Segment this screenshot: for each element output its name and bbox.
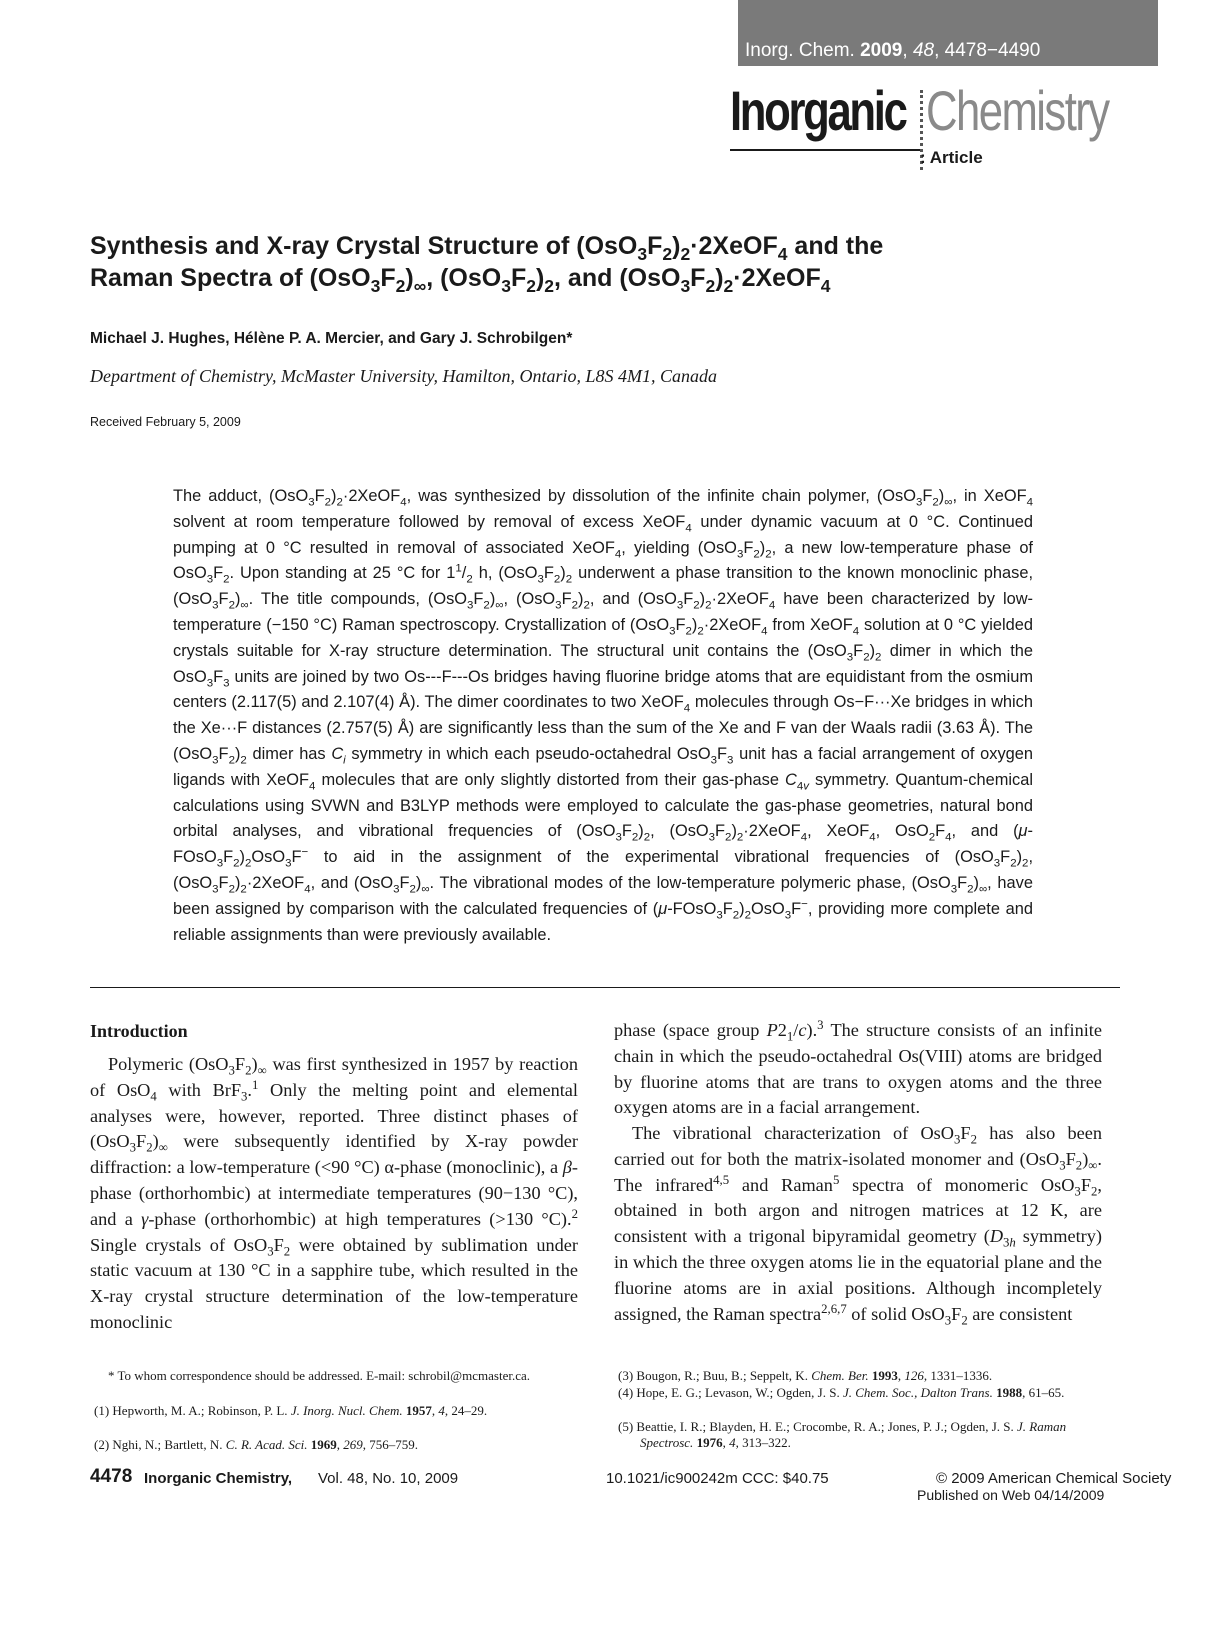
logo-underline bbox=[730, 149, 920, 151]
journal-logo bbox=[730, 78, 1130, 168]
footer-journal-name: Inorganic Chemistry, bbox=[144, 1470, 293, 1487]
author-list: Michael J. Hughes, Hélène P. A. Mercier, and Gary J. Schrobilgen* bbox=[90, 330, 573, 347]
abstract: The adduct, $(OsO_3F_2)_2\cdot 2XeOF_4$, was synthesized by dissolution of the infinite chain polymer, $(OsO_3F_2)_\infty$, in XeOF$_4$ solvent at room temperature followed by removal of excess XeOF$_4$ under dynamic vacuum at 0 °C. Continued pumping at 0 °C resulted in removal of associated XeOF$_4$, yielding $(OsO_3F_2)_2$, a new low-temperature phase of $OsO_3F_2$. Upon standing at 25 °C for $1^1/_2$ h, $(OsO_3F_2)_2$ underwent a phase transition to the known monoclinic phase, $(OsO_3F_2)_\infty$. The title compounds, $(OsO_3F_2)_\infty$, $(OsO_3F_2)_2$, and $(OsO_3F_2)_2\cdot 2XeOF_4$ have been characterized by low-temperature (−150 °C) Raman spectroscopy. Crystallization of $(OsO_3F_2)_2\cdot 2XeOF_4$ from XeOF$_4$ solution at 0 °C yielded crystals suitable for X-ray structure determination. The structural unit contains the $(OsO_3F_2)_2$ dimer in which the $OsO_3F_3$ units are joined by two Os---F---Os bridges having fluorine bridge atoms that are equidistant from the osmium centers (2.117(5) and 2.107(4) Å). The dimer coordinates to two XeOF$_4$ molecules through Os−F···Xe bridges in which the Xe···F distances (2.757(5) Å) are significantly less than the sum of the Xe and F van der Waals radii (3.63 Å). The $(OsO_3F_2)_2$ dimer has $C_i$ symmetry in which each pseudo-octahedral $OsO_3F_3$ unit has a facial arrangement of oxygen ligands with XeOF$_4$ molecules that are only slightly distorted from their gas-phase $C_{4v}$ symmetry. Quantum-chemical calculations using SVWN and B3LYP methods were employed to calculate the gas-phase geometries, natural bond orbital analyses, and vibrational frequencies of $(OsO_3F_2)_2$, $(OsO_3F_2)_2\cdot 2XeOF_4$, XeOF$_4$, $OsO_2F_4$, and $(\mu-FOsO_3F_2)_2OsO_3F^-$ to aid in the assignment of the experimental vibrational frequencies of $(OsO_3F_2)_2$, $(OsO_3F_2)_2\cdot 2XeOF_4$, and $(OsO_3F_2)_\infty$. The vibrational modes of the low-temperature polymeric phase, $(OsO_3F_2)_\infty$, have been assigned by comparison with the calculated frequencies of $(\mu-FOsO_3F_2)_2OsO_3F^-$, providing more complete and reliable assignments than were previously available. bbox=[173, 487, 1034, 944]
footnote-correspondence: * To whom correspondence should be addressed. E-mail: schrobil@mcmaster.ca. bbox=[108, 1368, 531, 1383]
affiliation: Department of Chemistry, McMaster University, Hamilton, Ontario, L8S 4M1, Canada bbox=[90, 366, 717, 386]
journal-citation: Inorg. Chem. 2009, 48, 4478−4490 bbox=[745, 40, 1041, 61]
article-title: Synthesis and X-ray Crystal Structure of $(OsO_3F_2)_2\cdot 2XeOF_4$ and the Raman Spectra of $(OsO_3F_2)_\infty$, $(OsO_3F_2)_2$, and $(OsO_3F_2)_2\cdot 2XeOF_4$ bbox=[90, 232, 884, 296]
logo-chemistry-text: Chemistry bbox=[926, 79, 1109, 142]
footnote-reference-5: (5) Beattie, I. R.; Blayden, H. E.; Crocombe, R. A.; Jones, P. J.; Ogden, J. S. J. Raman Spectrosc. 1976, 4, 313–322. bbox=[618, 1419, 1067, 1450]
section-divider bbox=[90, 987, 1120, 988]
page-number: 4478 bbox=[90, 1466, 133, 1487]
footnote-reference-1: (1) Hepworth, M. A.; Robinson, P. L. J. Inorg. Nucl. Chem. 1957, 4, 24–29. bbox=[94, 1403, 488, 1418]
footer-volume-info: Vol. 48, No. 10, 2009 bbox=[318, 1470, 459, 1487]
footer-copyright: © 2009 American Chemical Society bbox=[936, 1470, 1172, 1487]
logo-inorganic-text: Inorganic bbox=[730, 79, 906, 142]
footer-doi: 10.1021/ic900242m CCC: $40.75 bbox=[606, 1470, 829, 1487]
footnote-reference-2: (2) Nghi, N.; Bartlett, N. C. R. Acad. Sci. 1969, 269, 756–759. bbox=[94, 1437, 419, 1452]
footer-published-date: Published on Web 04/14/2009 bbox=[917, 1487, 1105, 1503]
footnote-reference-3: (3) Bougon, R.; Buu, B.; Seppelt, K. Chem. Ber. 1993, 126, 1331–1336. bbox=[618, 1368, 993, 1383]
body-paragraph-2: phase (space group $P2_1/c).^3$ The structure consists of an infinite chain in which the pseudo-octahedral Os(VIII) atoms are bridged by fluorine atoms that are trans to oxygen atoms and the three oxygen atoms are in a facial arrangement. bbox=[614, 1017, 1102, 1118]
section-heading: Introduction bbox=[90, 1021, 188, 1041]
body-paragraph-3: The vibrational characterization of $OsO_3F_2$ has also been carried out for both the matrix-isolated monomer and $(OsO_3F_2)_\infty$. The infrared$^{4,5}$ and Raman$^5$ spectra of monomeric $OsO_3F_2$, obtained in both argon and nitrogen matrices at 12 K, are consistent with a trigonal bipyramidal geometry ($D_{3h}$ symmetry) in which the three oxygen atoms lie in the equatorial plane and the fluorine atoms are in axial positions. Although incompletely assigned, the Raman spectra$^{2,6,7}$ of solid $OsO_3F_2$ are consistent bbox=[614, 1123, 1102, 1328]
footnote-reference-4: (4) Hope, E. G.; Levason, W.; Ogden, J. S. J. Chem. Soc., Dalton Trans. 1988, 61–65. bbox=[618, 1385, 1065, 1400]
article-type-label: : Article bbox=[920, 148, 983, 167]
body-paragraph-1: Polymeric $(OsO_3F_2)_\infty$ was first synthesized in 1957 by reaction of OsO$_4$ with BrF$_3$.$^1$ Only the melting point and elemental analyses were, however, reported. Three distinct phases of $(OsO_3F_2)_\infty$ were subsequently identified by X-ray powder diffraction: a low-temperature (<90 °C) α-phase (monoclinic), a β-phase (orthorhombic) at intermediate temperatures (90−130 °C), and a γ-phase (orthorhombic) at high temperatures (>130 °C).$^2$ Single crystals of $OsO_3F_2$ were obtained by sublimation under static vacuum at 130 °C in a sapphire tube, which resulted in the X-ray crystal structure determination of the low-temperature monoclinic bbox=[90, 1054, 578, 1332]
received-date: Received February 5, 2009 bbox=[90, 415, 241, 429]
